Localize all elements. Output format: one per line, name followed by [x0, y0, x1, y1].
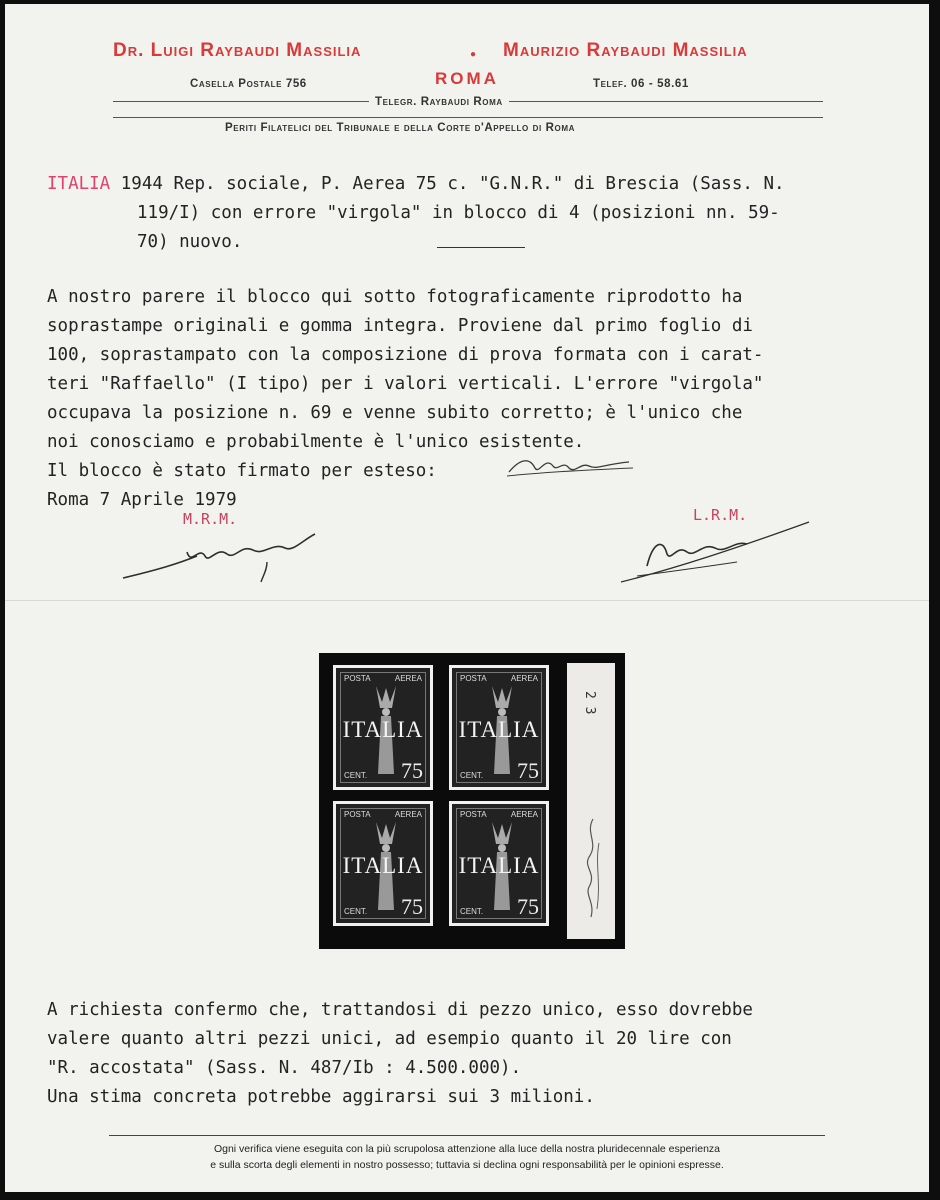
stamp-value: 75	[517, 758, 539, 783]
valuation-line-3: "R. accostata" (Sass. N. 487/Ib : 4.500.000).	[47, 1058, 522, 1078]
perforation-hole	[443, 725, 449, 731]
margin-number: 2 3	[582, 691, 597, 715]
intro-line-2: 119/I) con errore "virgola" in blocco di 4 (posizioni nn. 59-	[137, 203, 780, 223]
stamp-label-aerea: AEREA	[510, 810, 538, 819]
footer-line-1: Ogni verifica viene eseguita con la più scrupolosa attenzione alla luce della nostra pluridecennale esperienza	[213, 1143, 721, 1155]
opinion-line-7: Il blocco è stato firmato per esteso:	[47, 461, 437, 481]
perforation-hole	[443, 671, 449, 677]
stamp-label-aerea: AEREA	[394, 810, 422, 819]
opinion-line-6: noi conosciamo e probabilmente è l'unico esistente.	[47, 432, 585, 452]
letterhead-telef: Telef. 06 - 58.61	[593, 78, 689, 90]
sheet-margin	[567, 663, 615, 939]
letterhead-name-left: Dr. Luigi Raybaudi Massilia	[113, 40, 362, 61]
stamp-label-posta: POSTA	[344, 674, 371, 683]
certificate-sheet	[5, 4, 929, 1192]
perforation-hole	[443, 779, 449, 785]
right-signature	[617, 518, 817, 588]
stamp-cent: CENT.	[344, 907, 368, 916]
stamp-label-posta: POSTA	[460, 810, 487, 819]
opinion-line-3: 100, soprastampato con la composizione di prova formata con i carat-	[47, 345, 764, 365]
letterhead-city: ROMA	[435, 69, 499, 88]
intro-line-1	[47, 174, 785, 194]
stamp-cent: CENT.	[460, 771, 484, 780]
opinion-line-4: teri "Raffaello" (I tipo) per i valori verticali. L'errore "virgola"	[47, 374, 764, 394]
opinion-line-1: A nostro parere il blocco qui sotto fotograficamente riprodotto ha	[47, 287, 743, 307]
footer-rule	[109, 1135, 825, 1136]
fold-line	[5, 600, 929, 601]
intro-line-1-text: 1944 Rep. sociale, P. Aerea 75 c. "G.N.R." di Brescia (Sass. N.	[120, 174, 785, 194]
stamp-block-photo	[319, 653, 625, 949]
opinion-line-2: soprastampe originali e gomma integra. Proviene dal primo foglio di	[47, 316, 753, 336]
stamp-value: 75	[401, 758, 423, 783]
perforation-hole	[443, 698, 449, 704]
valuation-line-4: Una stima concreta potrebbe aggirarsi sui 3 milioni.	[47, 1087, 595, 1107]
stamp-top-right	[449, 665, 549, 790]
right-initials: L.R.M.	[693, 506, 748, 524]
stamp-cent: CENT.	[460, 907, 484, 916]
perforation-hole	[443, 887, 449, 893]
left-signature	[117, 526, 337, 586]
valuation-line-2: valere quanto altri pezzi unici, ad esempio quanto il 20 lire con	[47, 1029, 732, 1049]
letterhead-periti: Periti Filatelici del Tribunale e della Corte d'Appello di Roma	[225, 122, 575, 134]
stamp-bottom-right	[449, 801, 549, 926]
stamp-value: 75	[517, 894, 539, 919]
stamp-overprint: ITALIA	[342, 853, 424, 878]
stamp-cent: CENT.	[344, 771, 368, 780]
stamp-top-left	[333, 665, 433, 790]
stamp-label-posta: POSTA	[344, 810, 371, 819]
stamp-overprint: ITALIA	[458, 853, 540, 878]
letterhead-casella: Casella Postale 756	[190, 78, 307, 90]
footer-line-2: e sulla scorta degli elementi in nostro possesso; tuttavia si declina ogni responsabilità per le opinioni espresse.	[210, 1159, 724, 1171]
inline-signature	[505, 448, 635, 482]
country-label: ITALIA	[47, 174, 111, 194]
opinion-line-8: Roma 7 Aprile 1979	[47, 490, 237, 510]
intro-underline	[437, 247, 525, 248]
intro-line-3: 70) nuovo.	[137, 232, 243, 252]
perforation-hole	[443, 833, 449, 839]
letterhead-separator-dot: ●	[470, 49, 477, 60]
stamp-bottom-left	[333, 801, 433, 926]
perforation-hole	[443, 914, 449, 920]
letterhead-telegr: Telegr. Raybaudi Roma	[369, 96, 509, 108]
stamp-overprint: ITALIA	[342, 717, 424, 742]
left-initials: M.R.M.	[183, 510, 238, 528]
perforation-hole	[443, 806, 449, 812]
letterhead-name-right: Maurizio Raybaudi Massilia	[503, 40, 748, 61]
margin-signature	[575, 813, 607, 923]
stamp-value: 75	[401, 894, 423, 919]
stamp-label-aerea: AEREA	[394, 674, 422, 683]
valuation-line-1: A richiesta confermo che, trattandosi di pezzo unico, esso dovrebbe	[47, 1000, 753, 1020]
opinion-line-5: occupava la posizione n. 69 e venne subito corretto; è l'unico che	[47, 403, 743, 423]
stamp-label-posta: POSTA	[460, 674, 487, 683]
stamp-label-aerea: AEREA	[510, 674, 538, 683]
perforation-hole	[443, 752, 449, 758]
stamp-overprint: ITALIA	[458, 717, 540, 742]
letterhead-rule-bottom	[113, 117, 823, 118]
perforation-hole	[443, 860, 449, 866]
